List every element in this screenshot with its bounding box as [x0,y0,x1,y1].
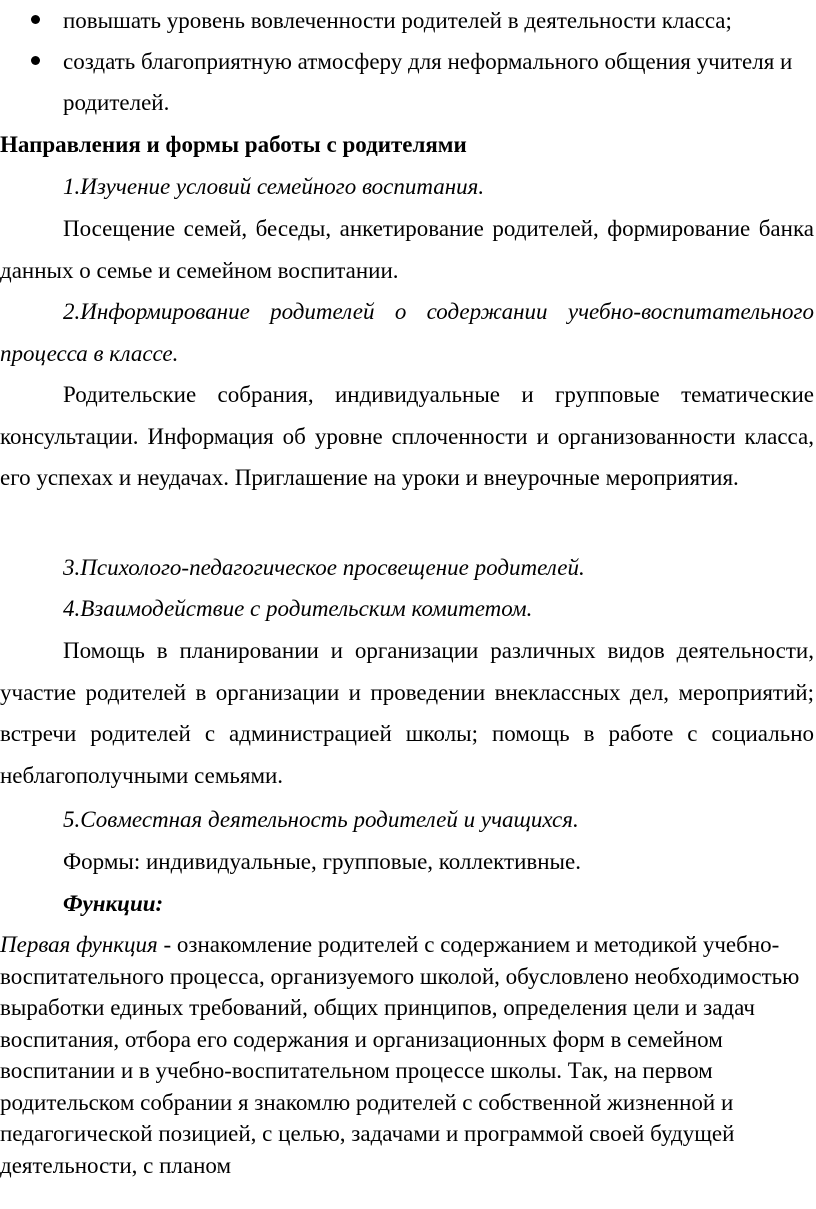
first-function-paragraph [0,929,814,1181]
section-heading: Направления и формы работы с родителями [0,132,467,157]
bullet-dot-icon [31,56,40,65]
first-function-lead: Первая функция [0,932,158,957]
goals-bullet-list [0,0,816,123]
item-1-title: 1.Изучение условий семейного воспитания. [63,174,485,199]
functions-label: Функции: [63,891,164,916]
item-5-text: Формы: индивидуальные, групповые, коллективные. [63,849,581,874]
item-1-text: Посещение семей, беседы, анкетирование родителей, формирование банка данных о семье и семейном воспитании. [0,216,814,283]
bullet-item [0,41,816,123]
item-5-title: 5.Совместная деятельность родителей и учащихся. [63,807,579,832]
item-2-title: 2.Информирование родителей о содержании учебно-воспитательного процесса в классе. [0,299,814,366]
item-4-text: Помощь в планировании и организации различных видов деятельности, участие родителей в организации и проведении внеклассных дел, мероприятий; встречи родителей с администрацией школы; помощь в работе с социально неблагополучными семьями. [0,638,814,788]
bullet-item [0,0,816,41]
item-4-title: 4.Взаимодействие с родительским комитетом. [63,596,533,621]
first-function-text: - ознакомление родителей с содержанием и методикой учебно-воспитательного процесса, организуемого школой, обусловлено необходимостью выработки единых требований, общих принципов, определения цели и задач воспитания, отбора его содержания и организационных форм в семейном воспитании и в учебно-воспитательном процессе школы. Так, на первом родительском собрании я знакомлю родителей с собственной жизненной и педагогической позицией, с целью, задачами и программой своей будущей деятельности, с планом [0,932,800,1178]
bullet-text: повышать уровень вовлеченности родителей в деятельности класса; [63,8,732,33]
item-2-text: Родительские собрания, индивидуальные и групповые тематические консультации. Информация об уровне сплоченности и организованности класса, его успехах и неудачах. Приглашение на уроки и внеурочные мероприятия. [0,382,814,490]
bullet-dot-icon [31,15,40,24]
bullet-text: создать благоприятную атмосферу для неформального общения учителя и родителей. [63,49,793,115]
item-3-title: 3.Психолого-педагогическое просвещение родителей. [63,555,585,580]
